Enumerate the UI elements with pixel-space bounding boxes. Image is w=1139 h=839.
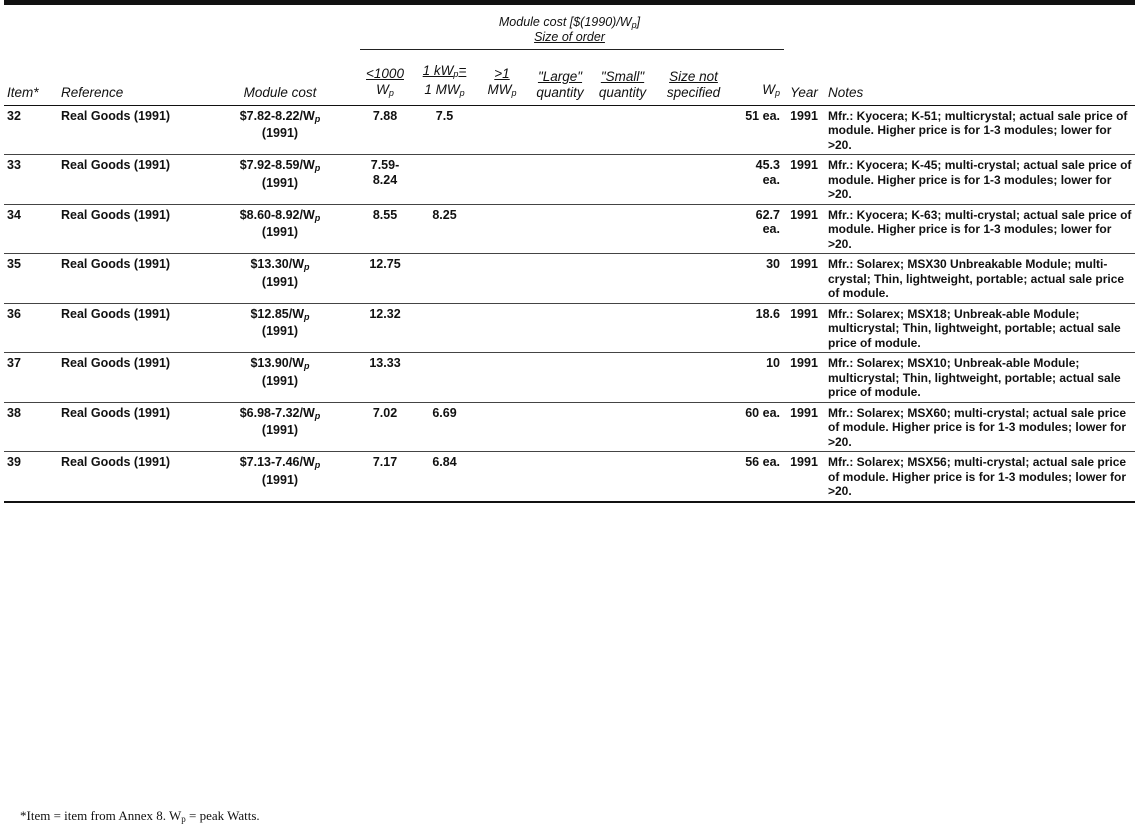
header-item: Item* <box>7 84 39 100</box>
cell-gt1mw <box>475 353 529 403</box>
module-cost-table <box>4 54 1135 503</box>
cell-notes: Mfr.: Solarex; MSX56; multi-crystal; actual sale price of module. Higher price is for 1-3 modules; lower for >20. <box>828 455 1127 498</box>
cell-gt1mw <box>475 254 529 304</box>
cell-wp: 45.3 ea. <box>755 158 780 187</box>
cell-large <box>529 254 591 304</box>
cell-large <box>529 204 591 254</box>
cell-lt1000: 7.02 <box>372 405 398 420</box>
header-not-specified: Size not specified <box>666 68 721 100</box>
cell-year: 1991 <box>790 455 818 469</box>
cell-kw-mw <box>414 155 475 205</box>
cell-lt1000: 13.33 <box>369 356 401 370</box>
cell-small <box>591 155 654 205</box>
table-row <box>4 402 1135 452</box>
header-module-cost: Module cost <box>243 84 317 100</box>
cell-large <box>529 105 591 155</box>
cell-module-cost: $\$7.13-7.46/W_p$ (1991) <box>239 455 321 487</box>
cell-small <box>591 452 654 502</box>
cell-module-cost: $\$13.30/W_p$ (1991) <box>250 257 310 289</box>
cell-reference: Real Goods (1991) <box>61 108 171 123</box>
header-wp: $W_p$ <box>762 81 780 98</box>
cell-notes: Mfr.: Solarex; MSX30 Unbreakable Module; multi-crystal; Thin, lightweight, portable; actual sale price of module. <box>828 257 1125 300</box>
cell-module-cost: $\$7.92-8.59/W_p$ (1991) <box>239 158 321 190</box>
table-row <box>4 155 1135 205</box>
cell-item: 36 <box>7 306 21 321</box>
header-reference: Reference <box>61 84 124 100</box>
cell-year: 1991 <box>790 405 818 420</box>
group-subtitle: Size of order <box>534 30 605 44</box>
group-rule <box>360 49 784 50</box>
cell-reference: Real Goods (1991) <box>61 306 171 321</box>
cell-small <box>591 402 654 452</box>
cell-wp: 56 ea. <box>745 455 780 469</box>
cell-large <box>529 353 591 403</box>
cell-lt1000: 12.75 <box>369 257 401 271</box>
cell-notes: Mfr.: Kyocera; K-63; multi-crystal; actual sale price of module. Higher price is for 1-3 modules; lower for >20. <box>828 207 1132 251</box>
table-row <box>4 452 1135 502</box>
cell-large <box>529 155 591 205</box>
cell-gt1mw <box>475 105 529 155</box>
cell-reference: Real Goods (1991) <box>61 257 171 271</box>
cell-year: 1991 <box>790 108 818 123</box>
cell-large <box>529 452 591 502</box>
cell-item: 34 <box>7 207 21 222</box>
cell-gt1mw <box>475 402 529 452</box>
cell-module-cost: $\$13.90/W_p$ (1991) <box>250 356 310 388</box>
cell-wp: 30 <box>766 257 780 271</box>
cell-notes: Mfr.: Kyocera; K-45; multi-crystal; actual sale price of module. Higher price is for 1-3 modules; lower for >20. <box>828 158 1132 201</box>
cell-module-cost: $\$12.85/W_p$ (1991) <box>250 306 310 338</box>
cell-item: 39 <box>7 455 21 469</box>
cell-large <box>529 303 591 353</box>
cell-gt1mw <box>475 303 529 353</box>
cell-year: 1991 <box>790 158 818 172</box>
cell-year: 1991 <box>790 306 818 321</box>
cell-year: 1991 <box>790 356 818 370</box>
cell-not-specified <box>654 353 733 403</box>
cell-year: 1991 <box>790 257 818 271</box>
cell-item: 33 <box>7 158 21 172</box>
cell-not-specified <box>654 303 733 353</box>
cell-item: 37 <box>7 356 21 370</box>
cell-kw-mw: 7.5 <box>435 108 454 123</box>
cell-year: 1991 <box>790 207 818 222</box>
footnote: *Item = item from Annex 8. Wp = peak Watts. <box>20 808 260 824</box>
cell-module-cost: $\$6.98-7.32/W_p$ (1991) <box>239 405 321 437</box>
cell-lt1000: 12.32 <box>369 306 401 321</box>
cell-wp: 60 ea. <box>745 405 780 420</box>
table-row <box>4 105 1135 155</box>
cell-notes: Mfr.: Solarex; MSX60; multi-crystal; actual sale price of module. Higher price is for 1-3 modules; lower for >20. <box>828 405 1127 449</box>
cell-large <box>529 402 591 452</box>
cell-reference: Real Goods (1991) <box>61 356 171 370</box>
cell-item: 35 <box>7 257 21 271</box>
cell-not-specified <box>654 254 733 304</box>
cell-lt1000: 7.17 <box>372 455 398 469</box>
table-row <box>4 353 1135 403</box>
cell-small <box>591 353 654 403</box>
cell-not-specified <box>654 402 733 452</box>
cell-reference: Real Goods (1991) <box>61 207 171 222</box>
header-large: "Large" quantity <box>536 68 584 100</box>
cell-notes: Mfr.: Kyocera; K-51; multicrystal; actual sale price of module. Higher price is for 1-3 modules; lower for >20. <box>828 108 1128 152</box>
table-row <box>4 303 1135 353</box>
cell-kw-mw <box>414 303 475 353</box>
cell-reference: Real Goods (1991) <box>61 405 171 420</box>
cell-lt1000: 7.59-8.24 <box>370 158 400 187</box>
cell-small <box>591 303 654 353</box>
cell-lt1000: 7.88 <box>372 108 398 123</box>
cell-module-cost: $\$7.82-8.22/W_p$ (1991) <box>239 108 321 140</box>
cell-wp: 10 <box>766 356 780 370</box>
cell-gt1mw <box>475 204 529 254</box>
cell-gt1mw <box>475 155 529 205</box>
cell-kw-mw: 8.25 <box>432 207 457 222</box>
header-notes: Notes <box>828 84 864 100</box>
header-small: "Small" quantity <box>598 68 647 100</box>
cell-module-cost: $\$8.60-8.92/W_p$ (1991) <box>239 207 321 239</box>
cell-notes: Mfr.: Solarex; MSX10; Unbreak-able Module; multicrystal; Thin, lightweight, portable; actual sale price of module. <box>828 356 1121 399</box>
cell-wp: 18.6 <box>755 306 780 321</box>
cell-kw-mw: 6.69 <box>432 405 457 420</box>
cell-not-specified <box>654 452 733 502</box>
cell-not-specified <box>654 204 733 254</box>
cell-small <box>591 105 654 155</box>
cell-wp: 62.7 ea. <box>755 207 780 236</box>
cell-reference: Real Goods (1991) <box>61 455 171 469</box>
cell-wp: 51 ea. <box>745 108 780 123</box>
table-row <box>4 204 1135 254</box>
header-year: Year <box>790 84 818 100</box>
cell-notes: Mfr.: Solarex; MSX18; Unbreak-able Module; multicrystal; Thin, lightweight, portable; actual sale price of module. <box>828 306 1121 350</box>
cell-not-specified <box>654 105 733 155</box>
cell-lt1000: 8.55 <box>372 207 398 222</box>
header-gt1mw: >1 $MW_p$ <box>487 65 517 98</box>
cell-reference: Real Goods (1991) <box>61 158 171 172</box>
cell-item: 38 <box>7 405 21 420</box>
header-lt1000: <1000 $W_p$ <box>366 65 404 98</box>
cell-gt1mw <box>475 452 529 502</box>
header-kw-mw: 1 $kW_p=$ 1 $MW_p$ <box>422 62 467 98</box>
table-row <box>4 254 1135 304</box>
group-title: Module cost $[\$(1990)/W_p]$ <box>498 15 641 30</box>
cell-kw-mw: 6.84 <box>432 455 457 469</box>
cell-small <box>591 254 654 304</box>
cell-kw-mw <box>414 254 475 304</box>
cell-small <box>591 204 654 254</box>
header-row <box>4 54 1135 105</box>
cell-kw-mw <box>414 353 475 403</box>
cell-item: 32 <box>7 108 21 123</box>
cell-not-specified <box>654 155 733 205</box>
